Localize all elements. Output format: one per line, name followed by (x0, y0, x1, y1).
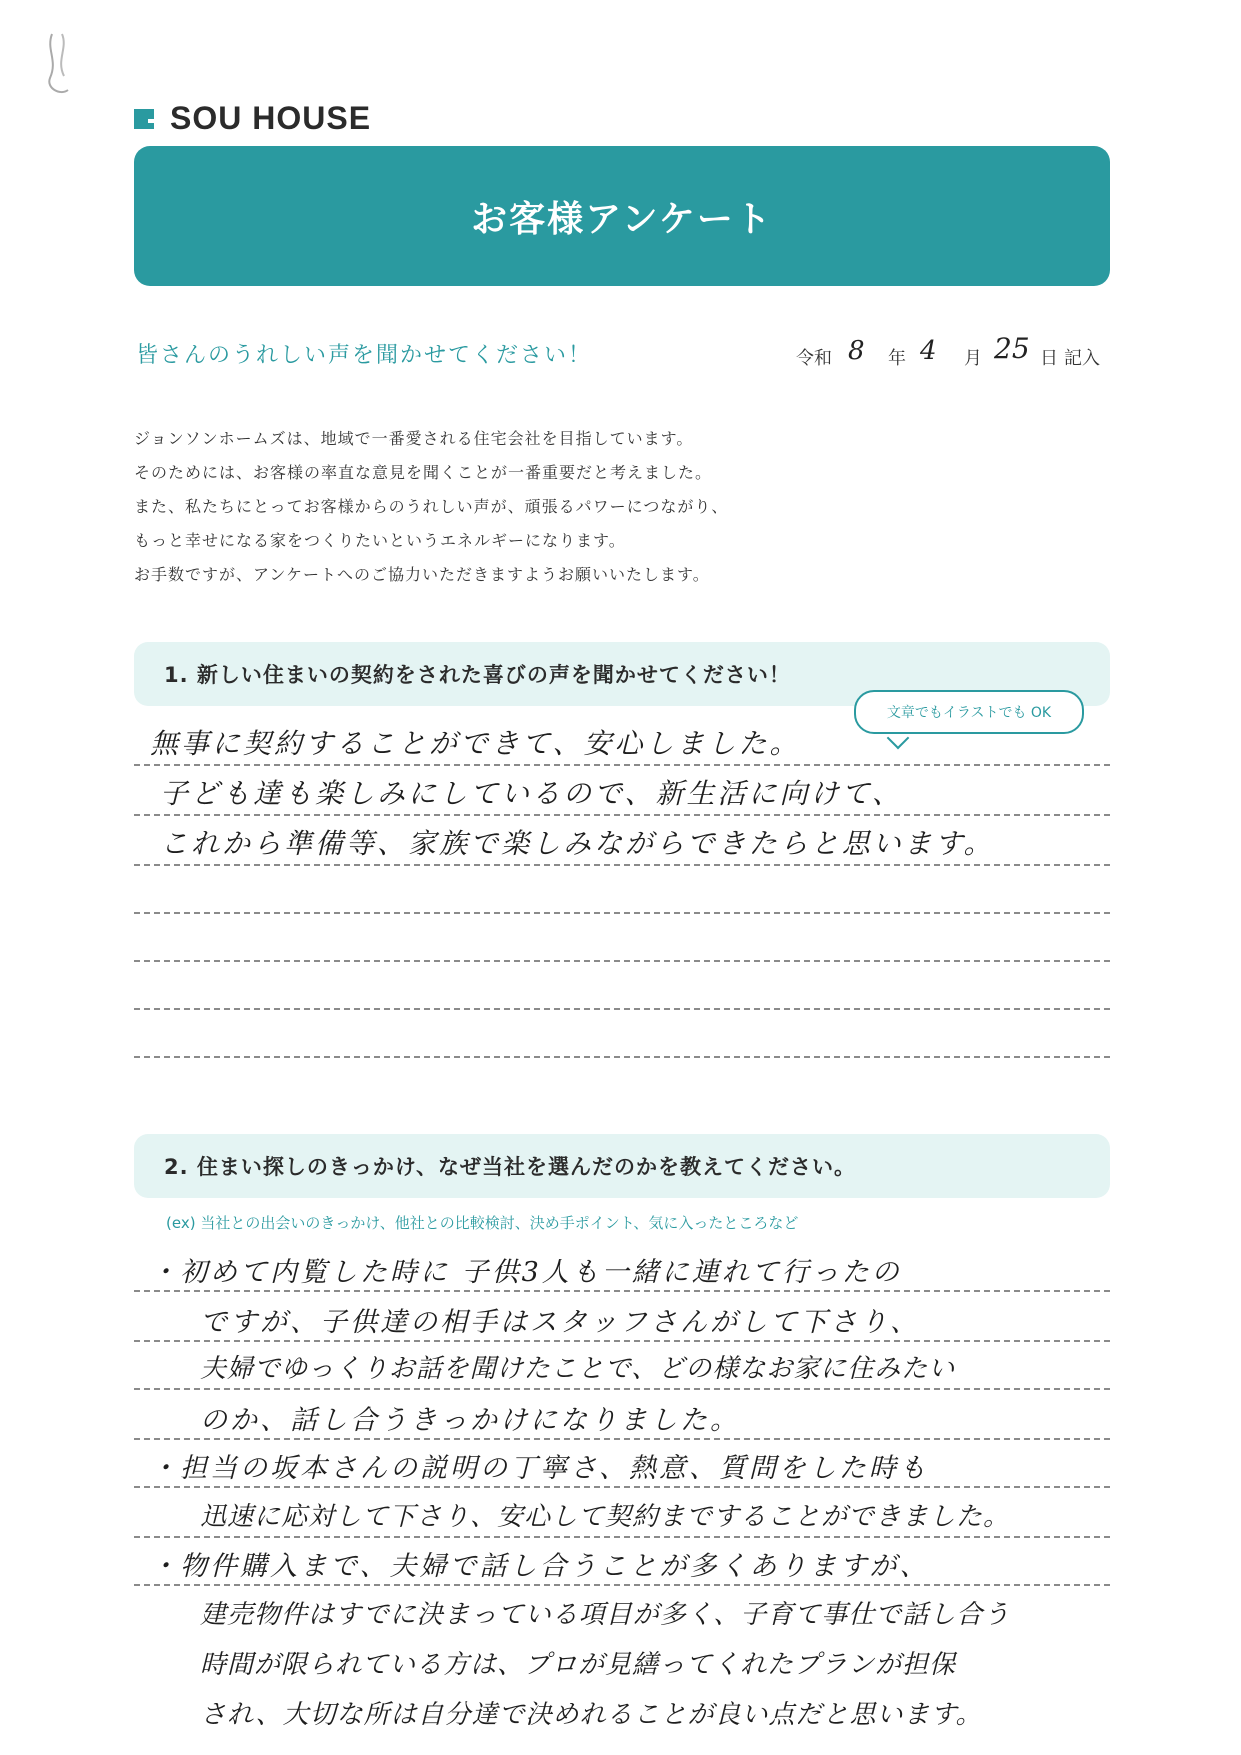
intro-line: ジョンソンホームズは、地域で一番愛される住宅会社を目指しています。 (134, 429, 694, 448)
staple-mark-icon (42, 30, 78, 100)
q2-answer-line: ・物件購入まで、夫婦で話し合うことが多くありますが、 (150, 1551, 930, 1582)
brand-logo (134, 100, 371, 137)
answer-rule (134, 1290, 1110, 1292)
answer-rule (134, 1340, 1110, 1342)
intro-line: そのためには、お客様の率直な意見を聞くことが一番重要だと考えました。 (134, 463, 713, 482)
q2-answer-line: ・初めて内覧した時に 子供3人も一緒に連れて行ったの (150, 1257, 902, 1288)
intro-line: また、私たちにとってお客様からのうれしい声が、頑張るパワーにつながり、 (134, 497, 729, 516)
date-month-unit: 月 (964, 348, 982, 369)
date-year-unit: 年 (888, 348, 906, 369)
answer-rule (134, 1056, 1110, 1058)
question-2-header (134, 1134, 1110, 1198)
q1-answer-line: 無事に契約することができて、安心しました。 (150, 727, 801, 760)
q2-answer-line: 建売物件はすでに決まっている項目が多く、子育て事仕で話し合う (200, 1600, 1011, 1630)
q2-answer-line: 時間が限られている方は、プロが見繕ってくれたプランが担保 (200, 1650, 957, 1680)
q2-answer-line: ・担当の坂本さんの説明の丁寧さ、熱意、質問をした時も (150, 1453, 929, 1484)
question-2-text: 2. 住まい探しのきっかけ、なぜ当社を選んだのかを教えてください。 (164, 1155, 857, 1179)
date-year-value: 8 (848, 336, 865, 366)
date-suffix: 記入 (1064, 348, 1100, 369)
q2-answer-line: ですが、子供達の相手はスタッフさんがして下さり、 (200, 1307, 920, 1338)
question-2-hint: (ex) 当社との出会いのきっかけ、他社との比較検討、決め手ポイント、気に入ったところなど (166, 1214, 799, 1232)
answer-rule (134, 912, 1110, 914)
q2-answer-line: のか、話し合うきっかけになりました。 (200, 1405, 740, 1436)
answer-rule (134, 1388, 1110, 1390)
entry-date (796, 332, 1116, 376)
q1-answer-line: これから準備等、家族で楽しみながらできたらと思います。 (160, 827, 995, 860)
q2-answer-line: 迅速に応対して下さり、安心して契約まですることができました。 (200, 1502, 1011, 1532)
date-day-unit: 日 (1040, 348, 1058, 369)
q2-answer-line: 夫婦でゆっくりお話を聞けたことで、どの様なお家に住みたい (200, 1354, 956, 1384)
intro-text (134, 422, 728, 592)
brand-mark-icon (134, 109, 162, 129)
answer-rule (134, 960, 1110, 962)
brand-name: SOU HOUSE (170, 100, 372, 136)
page-title: お客様アンケート (471, 198, 773, 240)
question-1-text: 1. 新しい住まいの契約をされた喜びの声を聞かせてください！ (164, 663, 791, 687)
answer-rule (134, 1536, 1110, 1538)
answer-rule (134, 764, 1110, 766)
date-day-value: 25 (994, 332, 1030, 365)
ok-speech-bubble: 文章でもイラストでも OK (854, 690, 1084, 734)
title-banner (134, 146, 1110, 286)
date-month-value: 4 (920, 336, 937, 366)
date-era: 令和 (796, 348, 832, 369)
answer-rule (134, 1486, 1110, 1488)
answer-rule (134, 1008, 1110, 1010)
intro-line: お手数ですが、アンケートへのご協力いただきますようお願いいたします。 (134, 565, 710, 584)
answer-rule (134, 1438, 1110, 1440)
answer-rule (134, 1584, 1110, 1586)
q2-answer-line: され、大切な所は自分達で決めれることが良い点だと思います。 (200, 1700, 983, 1730)
subtitle: 皆さんのうれしい声を聞かせてください！ (136, 343, 593, 368)
q1-answer-line: 子ども達も楽しみにしているので、新生活に向けて、 (160, 777, 903, 810)
answer-rule (134, 864, 1110, 866)
answer-rule (134, 814, 1110, 816)
intro-line: もっと幸せになる家をつくりたいというエネルギーになります。 (134, 531, 626, 550)
